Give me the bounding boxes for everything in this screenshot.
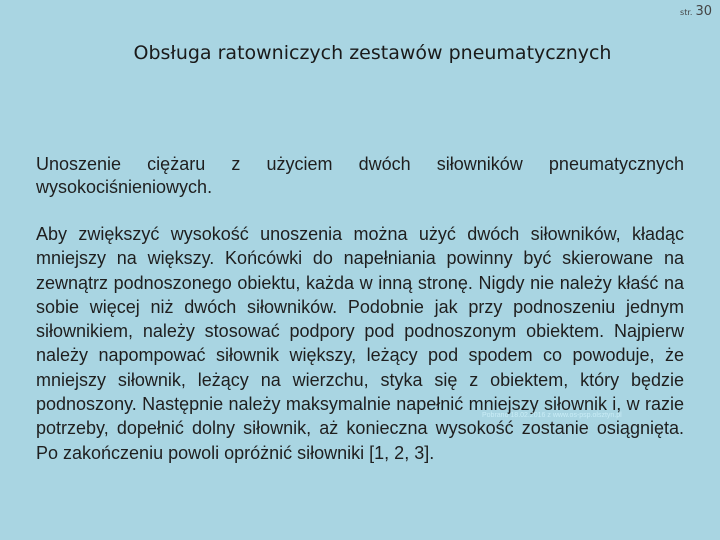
subheading-line-1: Unoszenie ciężaru z użyciem dwóch siłowników pneumatycznych — [36, 154, 684, 174]
subheading-line-2: wysokociśnieniowych. — [36, 177, 213, 197]
slide-title: Obsługa ratowniczych zestawów pneumatycznych — [133, 42, 612, 64]
source-note: Pobrano 18.02.2016 z www.os-psp.olsztyn.pl — [482, 412, 622, 419]
page-number-value: 30 — [695, 4, 712, 19]
page-number-label: str. — [680, 8, 693, 17]
subheading — [36, 153, 684, 199]
page-number — [680, 4, 712, 19]
body-paragraph: Aby zwiększyć wysokość unoszenia można użyć dwóch siłowników, kładąc mniejszy na większy. Końcówki do napełniania powinny być skierowane na zewnątrz podnoszonego obiektu, każda w inną stronę. Nigdy nie należy kłaść na sobie więcej niż dwóch siłowników. Podobnie jak przy podnoszeniu jednym siłownikiem, należy stosować podpory pod podnoszonym obiektem. Najpierw należy napompować siłownik większy, leżący pod spodem co powoduje, że mniejszy siłownik, leżący na wierzchu, styka się z obiektem, który będzie podnoszony. Następnie należy maksymalnie napełnić mniejszy siłownik i, w razie potrzeby, dopełnić dolny siłownik, aż konieczna wysokość zostanie osiągnięta. Po zakończeniu powoli opróżnić siłowniki [1, 2, 3]. — [36, 224, 684, 463]
